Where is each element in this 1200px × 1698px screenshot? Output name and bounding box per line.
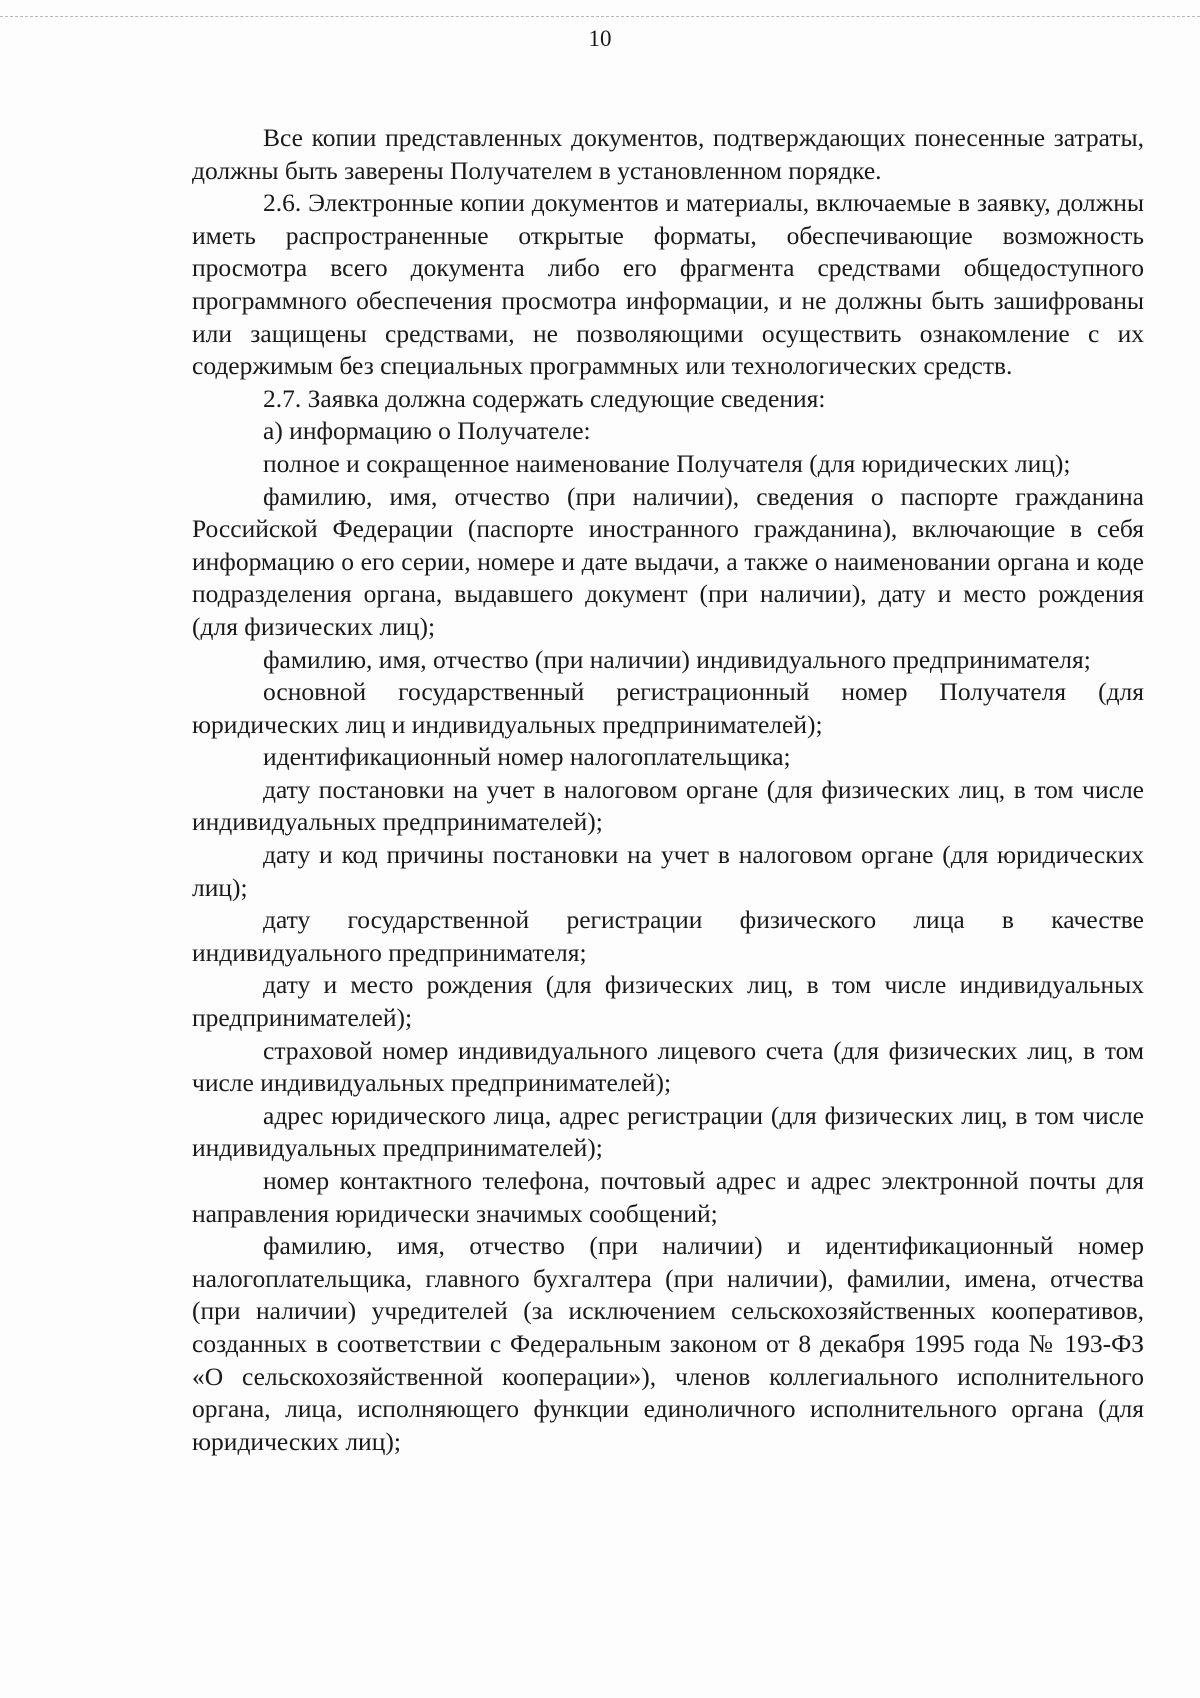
scan-edge-line: [0, 16, 1200, 21]
paragraph-a-recipient-info: а) информацию о Получателе:: [263, 416, 591, 446]
paragraph-copies-certification: Все копии представленных документов, подтверждающих понесенные затраты, должны быть заверены Получателем в установленном порядке.: [192, 123, 1144, 185]
document-body: [192, 122, 1144, 1458]
list-item-inn: идентификационный номер налогоплательщика;: [263, 742, 791, 772]
list-item-address: адрес юридического лица, адрес регистрации (для физических лиц, в том числе индивидуальных предпринимателей);: [192, 1100, 1144, 1163]
list-item-snils: страховой номер индивидуального лицевого счета (для физических лиц, в том числе индивидуальных предпринимателей);: [192, 1035, 1144, 1098]
list-item-contacts: номер контактного телефона, почтовый адрес и адрес электронной почты для направления юридически значимых сообщений;: [192, 1166, 1144, 1228]
list-item-state-registration-date: дату государственной регистрации физического лица в качестве индивидуального предпринимателя;: [192, 905, 1144, 967]
list-item-passport: фамилию, имя, отчество (при наличии), сведения о паспорте гражданина Российской Федерации (паспорте иностранного гражданина), включающие в себя информацию о его серии, номере и дате выдачи, а также о наименовании органа и коде подразделения органа, выдавшего документ (при наличии), дату и место рождения (для физических лиц);: [192, 481, 1144, 641]
list-item-entrepreneur-name: фамилию, имя, отчество (при наличии) индивидуального предпринимателя;: [263, 644, 1091, 674]
paragraph-2-6-electronic-copies: 2.6. Электронные копии документов и материалы, включаемые в заявку, должны иметь распространенные открытые форматы, обеспечивающие возможность просмотра всего документа либо его фрагмента средствами общедоступного программного обеспечения просмотра информации, и не должны быть зашифрованы или защищены средствами, не позволяющими осуществить ознакомление с их содержимым без специальных программных или технологических средств.: [192, 188, 1144, 381]
list-item-ogrn: основной государственный регистрационный номер Получателя (для юридических лиц и индивидуальных предпринимателей);: [192, 677, 1144, 739]
list-item-birth-date-place: дату и место рождения (для физических лиц, в том числе индивидуальных предпринимателей);: [192, 970, 1144, 1033]
page-number: 10: [588, 26, 612, 51]
paragraph-2-7-application-contents: 2.7. Заявка должна содержать следующие сведения:: [263, 383, 826, 413]
list-item-full-name: полное и сокращенное наименование Получателя (для юридических лиц);: [263, 448, 1071, 478]
list-item-tax-registration-date: дату постановки на учет в налоговом органе (для физических лиц, в том числе индивидуальных предпринимателей);: [192, 774, 1144, 837]
list-item-kpp: дату и код причины постановки на учет в налоговом органе (для юридических лиц);: [192, 840, 1144, 902]
list-item-officers: фамилию, имя, отчество (при наличии) и идентификационный номер налогоплательщика, главного бухгалтера (при наличии), фамилии, имена, отчества (при наличии) учредителей (за исключением сельскохозяйственных кооперативов, созданных в соответствии с Федеральным законом от 8 декабря 1995 года № 193-ФЗ «О сельскохозяйственной кооперации»), членов коллегиального исполнительного органа, лица, исполняющего функции единоличного исполнительного органа (для юридических лиц);: [192, 1231, 1144, 1456]
